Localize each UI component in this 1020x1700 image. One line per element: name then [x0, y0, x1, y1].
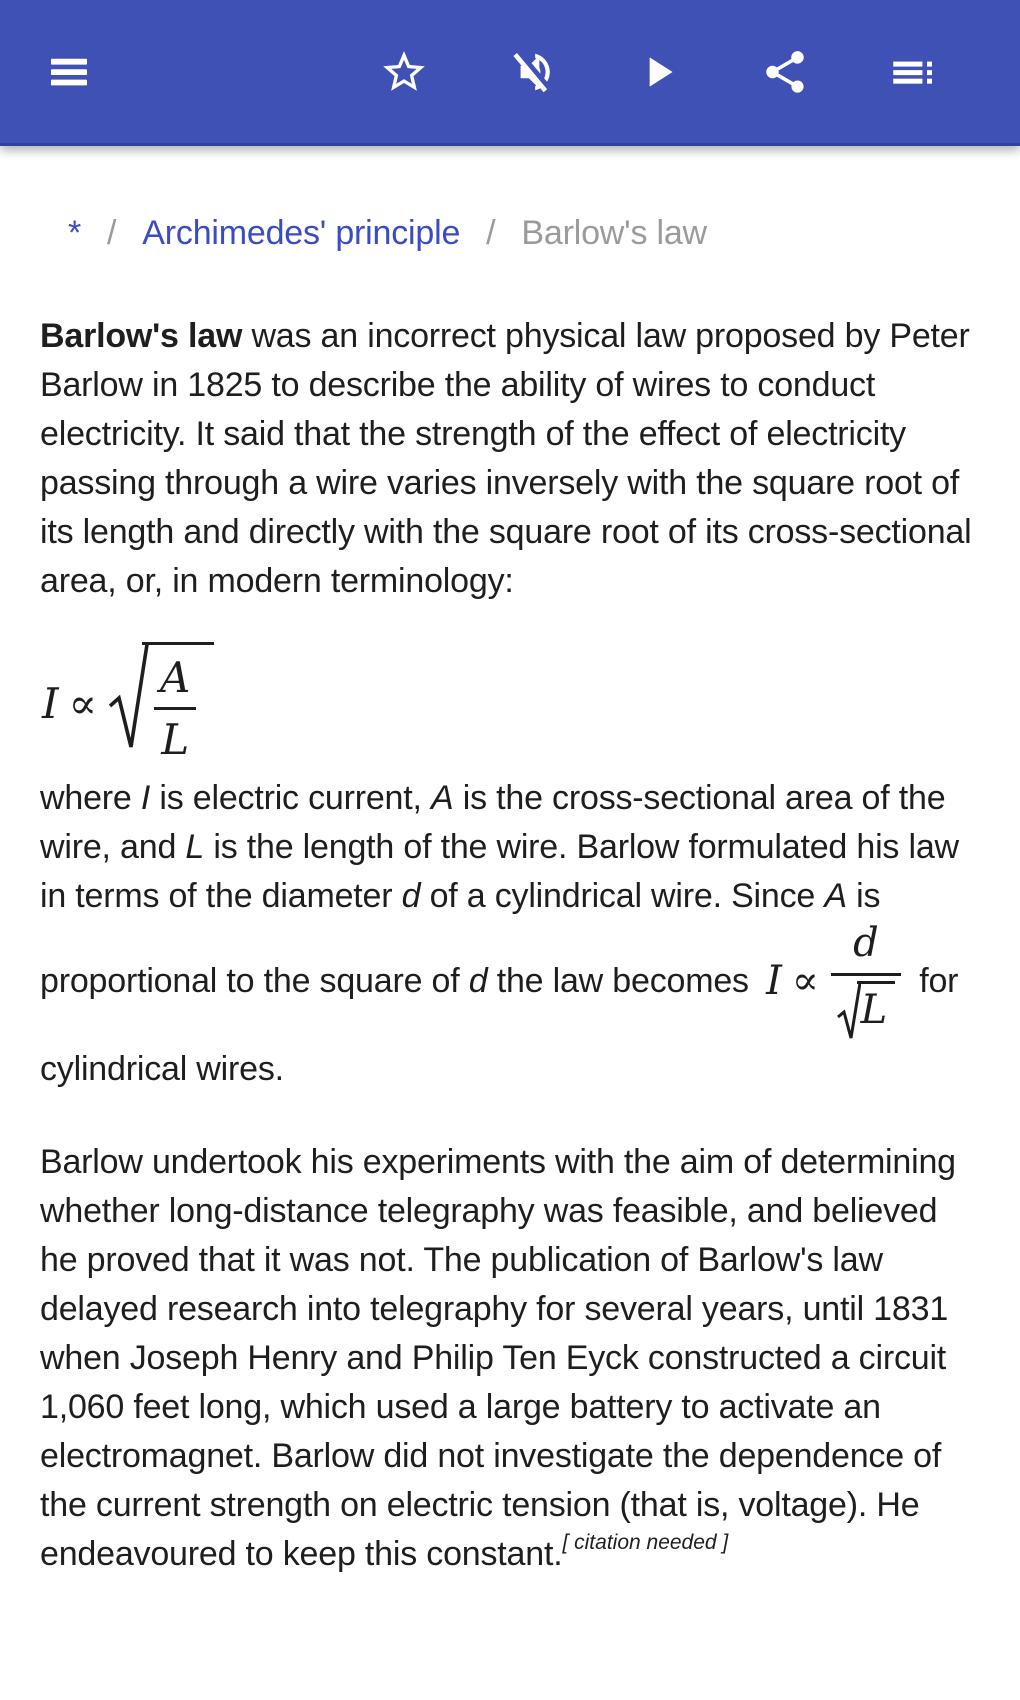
app-toolbar — [0, 0, 1020, 146]
share-icon — [760, 47, 810, 97]
intro-paragraph — [40, 312, 980, 606]
fraction-bar — [154, 707, 196, 710]
text-segment: was an incorrect physical law proposed by Peter Barlow in 1825 to describe the ability of wires to conduct electricity. It said that the strength of the effect of electricity passing through a wire varies inversely with the square root of its length and directly with the square root of its cross-sectional area, or, in modern terminology: — [40, 317, 972, 600]
text-segment: of a cylindrical wire. Since — [420, 877, 825, 915]
proportional-to-symbol: ∝ — [791, 957, 819, 1004]
table-of-contents-icon — [887, 47, 937, 97]
variable-text: d — [401, 877, 421, 915]
history-paragraph — [40, 1138, 980, 1583]
variable-text: I — [140, 779, 151, 817]
breadcrumb-separator: / — [486, 214, 496, 252]
article-page — [0, 146, 1020, 1583]
volume-off-icon — [506, 47, 556, 97]
star-outline-icon — [379, 47, 429, 97]
text-segment: where — [40, 779, 141, 817]
play-button[interactable] — [633, 47, 683, 97]
menu-button[interactable] — [44, 47, 94, 97]
variable-text: A — [824, 877, 847, 915]
bold-text: Barlow's law — [40, 317, 243, 355]
favorite-button[interactable] — [379, 47, 429, 97]
formula-lhs: I — [766, 957, 782, 1004]
display-formula — [42, 642, 980, 764]
variable-text: L — [185, 828, 205, 866]
square-root — [831, 981, 901, 1043]
fraction-numerator: A — [160, 653, 191, 702]
toolbar-actions — [379, 47, 937, 97]
text-segment: the law becomes — [487, 961, 749, 1000]
contents-button[interactable] — [887, 47, 937, 97]
mute-button[interactable] — [506, 47, 556, 97]
square-root — [109, 642, 214, 764]
radicand: L — [857, 981, 895, 1035]
fraction-numerator: d — [853, 920, 879, 966]
text-segment: is proportional to the square of — [40, 877, 881, 1000]
body-paragraph-tail: for cylindrical wires. — [40, 961, 959, 1088]
play-icon — [633, 47, 683, 97]
breadcrumb-separator: / — [107, 214, 117, 252]
proportional-to-symbol: ∝ — [68, 678, 98, 728]
fraction-bar — [831, 973, 901, 976]
formula-lhs: I — [42, 678, 59, 728]
history-text: Barlow undertook his experiments with the aim of determining whether long-distance telegraphy was feasible, and believed he proved that it was not. The publication of Barlow's law delayed research into telegraphy for several years, until 1831 when Joseph Henry and Philip Ten Eyck constructed a circuit 1,060 feet long, which used a large battery to activate an electromagnet. Barlow did not investigate the dependence of the current strength on electric tension (that is, voltage). He endeavoured to keep this constant. — [40, 1143, 956, 1573]
fraction-denominator: L — [161, 715, 190, 764]
citation-needed-marker: [ citation needed ] — [562, 1531, 729, 1554]
variable-text: d — [468, 961, 488, 1000]
text-segment: is the length of the wire. Barlow formulated his law in terms of the diameter — [40, 828, 959, 915]
fraction — [154, 653, 196, 764]
inline-formula — [766, 919, 901, 1043]
breadcrumb-root-link[interactable]: * — [68, 214, 82, 252]
share-button[interactable] — [760, 47, 810, 97]
text-segment: is electric current, — [150, 779, 432, 817]
text-segment: is the cross-sectional area of the wire, and — [40, 779, 946, 866]
breadcrumb-parent-link[interactable]: Archimedes' principle — [142, 214, 461, 252]
body-paragraph — [40, 774, 980, 1094]
breadcrumb-current-page: Barlow's law — [521, 214, 707, 252]
fraction — [831, 919, 901, 1043]
hamburger-menu-icon — [45, 48, 93, 96]
breadcrumb — [0, 146, 1020, 258]
variable-text: A — [431, 779, 454, 817]
